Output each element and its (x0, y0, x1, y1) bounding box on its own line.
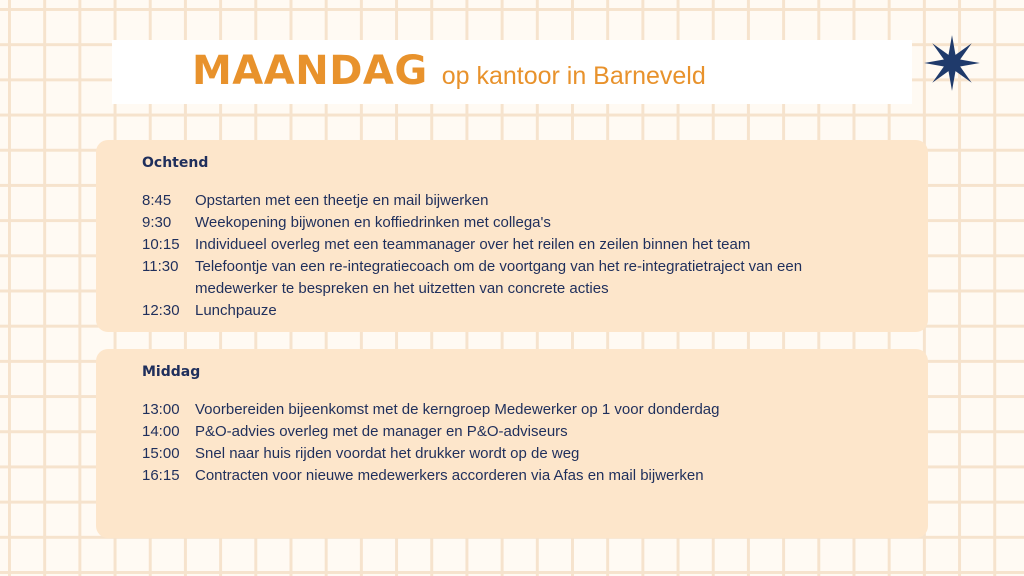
entry-time: 16:15 (142, 467, 180, 484)
schedule-entry (142, 190, 888, 212)
afternoon-schedule (142, 399, 888, 487)
morning-heading: Ochtend (142, 155, 209, 171)
entry-text: Snel naar huis rijden voordat het drukker wordt op de weg (195, 445, 580, 462)
eight-point-star-icon (923, 34, 981, 92)
schedule-entry (142, 212, 888, 234)
schedule-entry (142, 465, 888, 487)
schedule-entry (142, 399, 888, 421)
morning-panel (96, 140, 928, 332)
entry-time: 12:30 (142, 302, 180, 319)
schedule-entry (142, 421, 888, 443)
entry-time: 15:00 (142, 445, 180, 462)
entry-time: 14:00 (142, 423, 180, 440)
entry-text: Opstarten met een theetje en mail bijwerken (195, 192, 489, 209)
afternoon-panel (96, 349, 928, 538)
schedule-entry (142, 443, 888, 465)
entry-time: 8:45 (142, 192, 172, 209)
schedule-entry (142, 256, 888, 300)
entry-time: 13:00 (142, 401, 180, 418)
afternoon-heading: Middag (142, 364, 201, 380)
morning-schedule (142, 190, 888, 322)
entry-text: P&O-advies overleg met de manager en P&O-adviseurs (195, 423, 568, 440)
entry-text: Weekopening bijwonen en koffiedrinken met collega's (195, 214, 551, 231)
entry-time: 10:15 (142, 236, 180, 253)
page-title (192, 48, 706, 100)
entry-time: 9:30 (142, 214, 172, 231)
entry-text: Individueel overleg met een teammanager over het reilen en zeilen binnen het team (195, 236, 751, 253)
entry-text: Telefoontje van een re-integratiecoach om de voortgang van het re-integratietraject van een medewerker te bespreken en het uitzetten van concrete acties (195, 258, 803, 297)
entry-text: Lunchpauze (195, 302, 277, 319)
entry-time: 11:30 (142, 258, 179, 275)
schedule-entry (142, 234, 888, 256)
title-day: MAANDAG (192, 48, 428, 94)
schedule-entry (142, 300, 888, 322)
entry-text: Voorbereiden bijeenkomst met de kerngroep Medewerker op 1 voor donderdag (195, 401, 720, 418)
entry-text: Contracten voor nieuwe medewerkers accorderen via Afas en mail bijwerken (195, 467, 704, 484)
title-location: op kantoor in Barneveld (441, 62, 706, 90)
